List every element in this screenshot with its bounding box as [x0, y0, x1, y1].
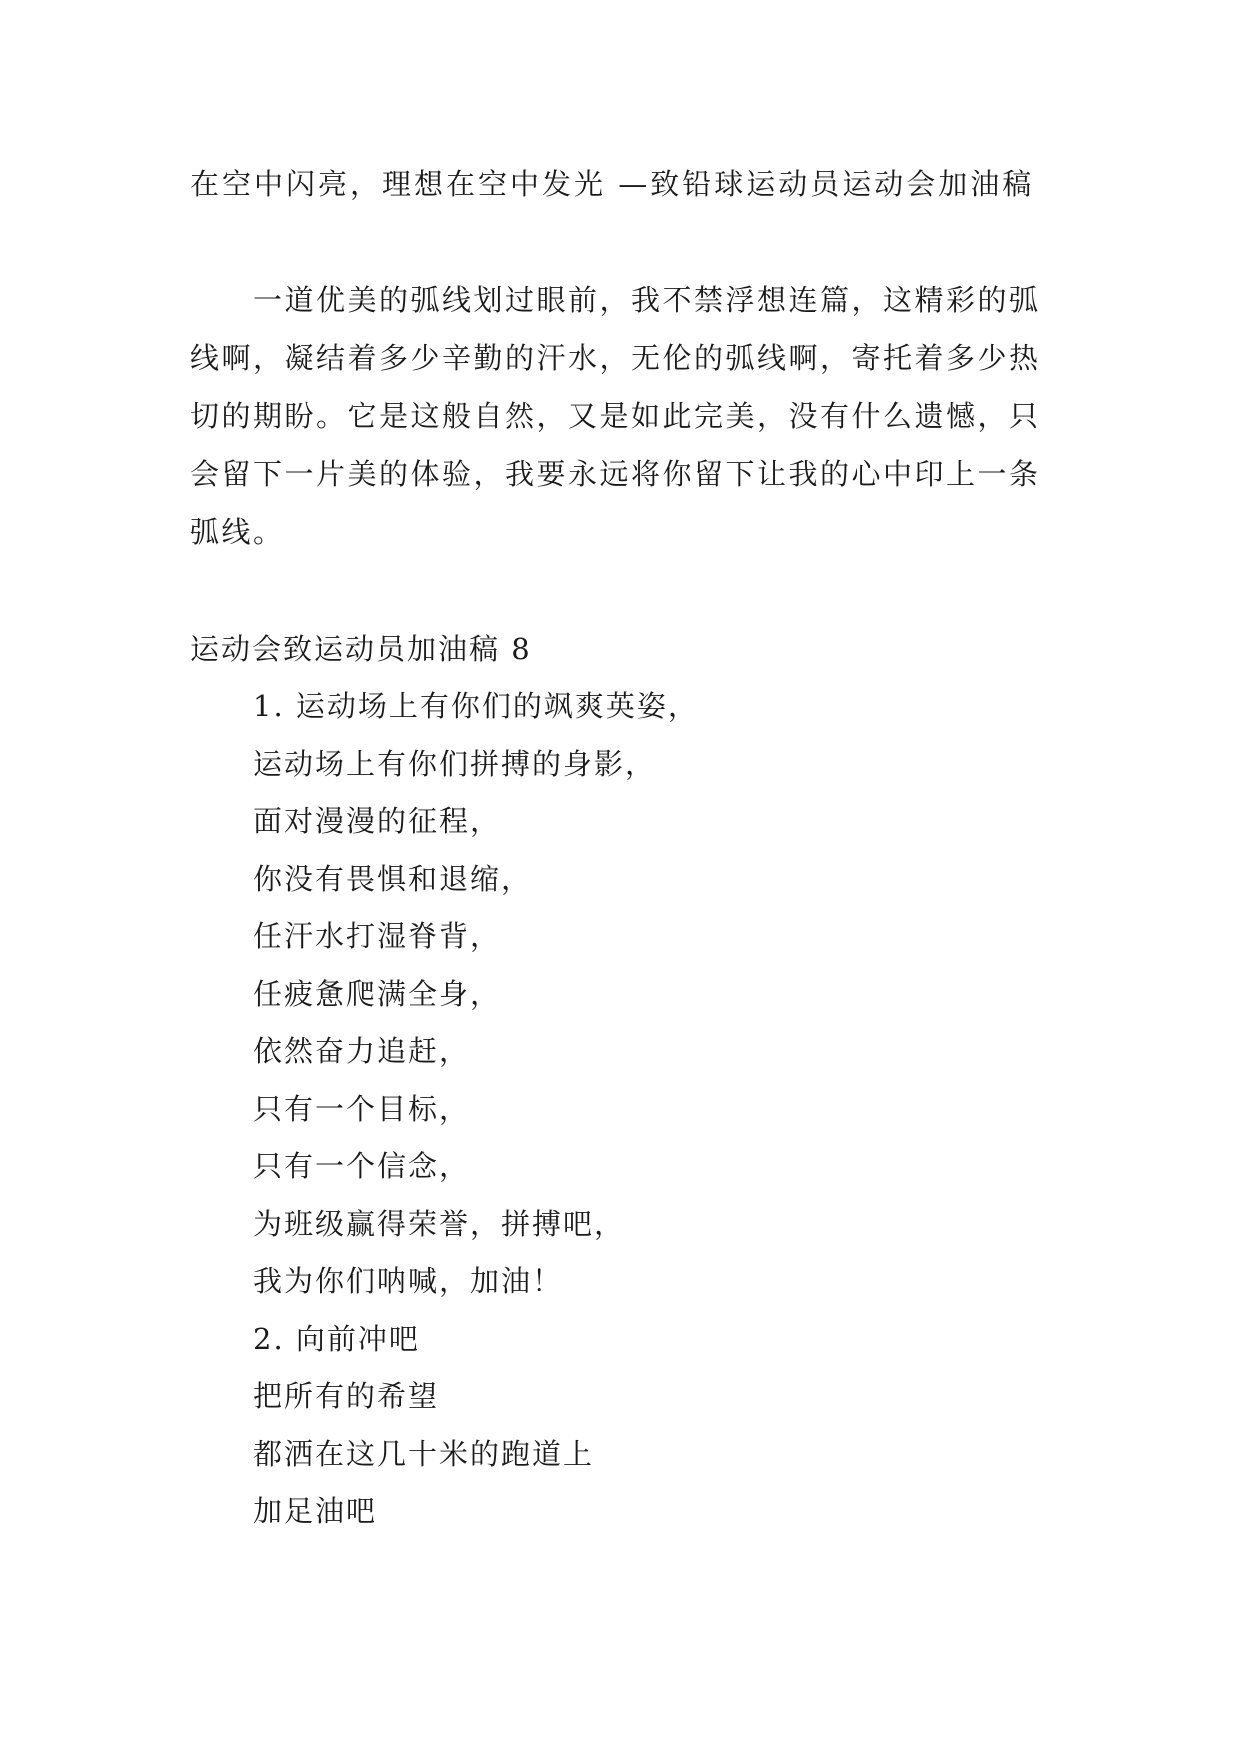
poem-line: 依然奋力追赶， [253, 1034, 471, 1068]
poem-line: 把所有的希望 [253, 1379, 440, 1413]
poem-line: 只有一个信念， [253, 1149, 471, 1183]
poem-line: 我为你们呐喊，加油！ [253, 1264, 564, 1298]
poem-line: 任疲惫爬满全身， [253, 976, 502, 1011]
poem-line: 你没有畏惧和退缩， [253, 861, 533, 896]
poem-line: 面对漫漫的征程， [253, 804, 502, 838]
document-title: 在空中闪亮，理想在空中发光 —致铅球运动员运动会加油稿 [190, 167, 1035, 201]
poem-list [253, 678, 1053, 1541]
poem-line: 为班级赢得荣誉，拼搏吧， [253, 1206, 626, 1241]
section-heading: 运动会致运动员加油稿 8 [190, 632, 532, 666]
poem-line: 任汗水打湿脊背， [253, 919, 502, 953]
poem-line: 加足油吧 [253, 1494, 378, 1528]
poem-line: 1. 运动场上有你们的飒爽英姿， [253, 689, 699, 723]
poem-line: 2. 向前冲吧 [253, 1321, 420, 1356]
poem-line: 只有一个目标， [253, 1091, 471, 1126]
poem-line: 运动场上有你们拼搏的身影， [253, 746, 657, 781]
body-paragraph: 一道优美的弧线划过眼前，我不禁浮想连篇，这精彩的弧线啊，凝结着多少辛勤的汗水，无伦的弧线啊，寄托着多少热切的期盼。它是这般自然，又是如此完美，没有什么遗憾，只会留下一片美的体验，我要永远将你留下让我的心中印上一条弧线。 [190, 283, 1041, 549]
poem-line: 都洒在这几十米的跑道上 [253, 1436, 595, 1471]
